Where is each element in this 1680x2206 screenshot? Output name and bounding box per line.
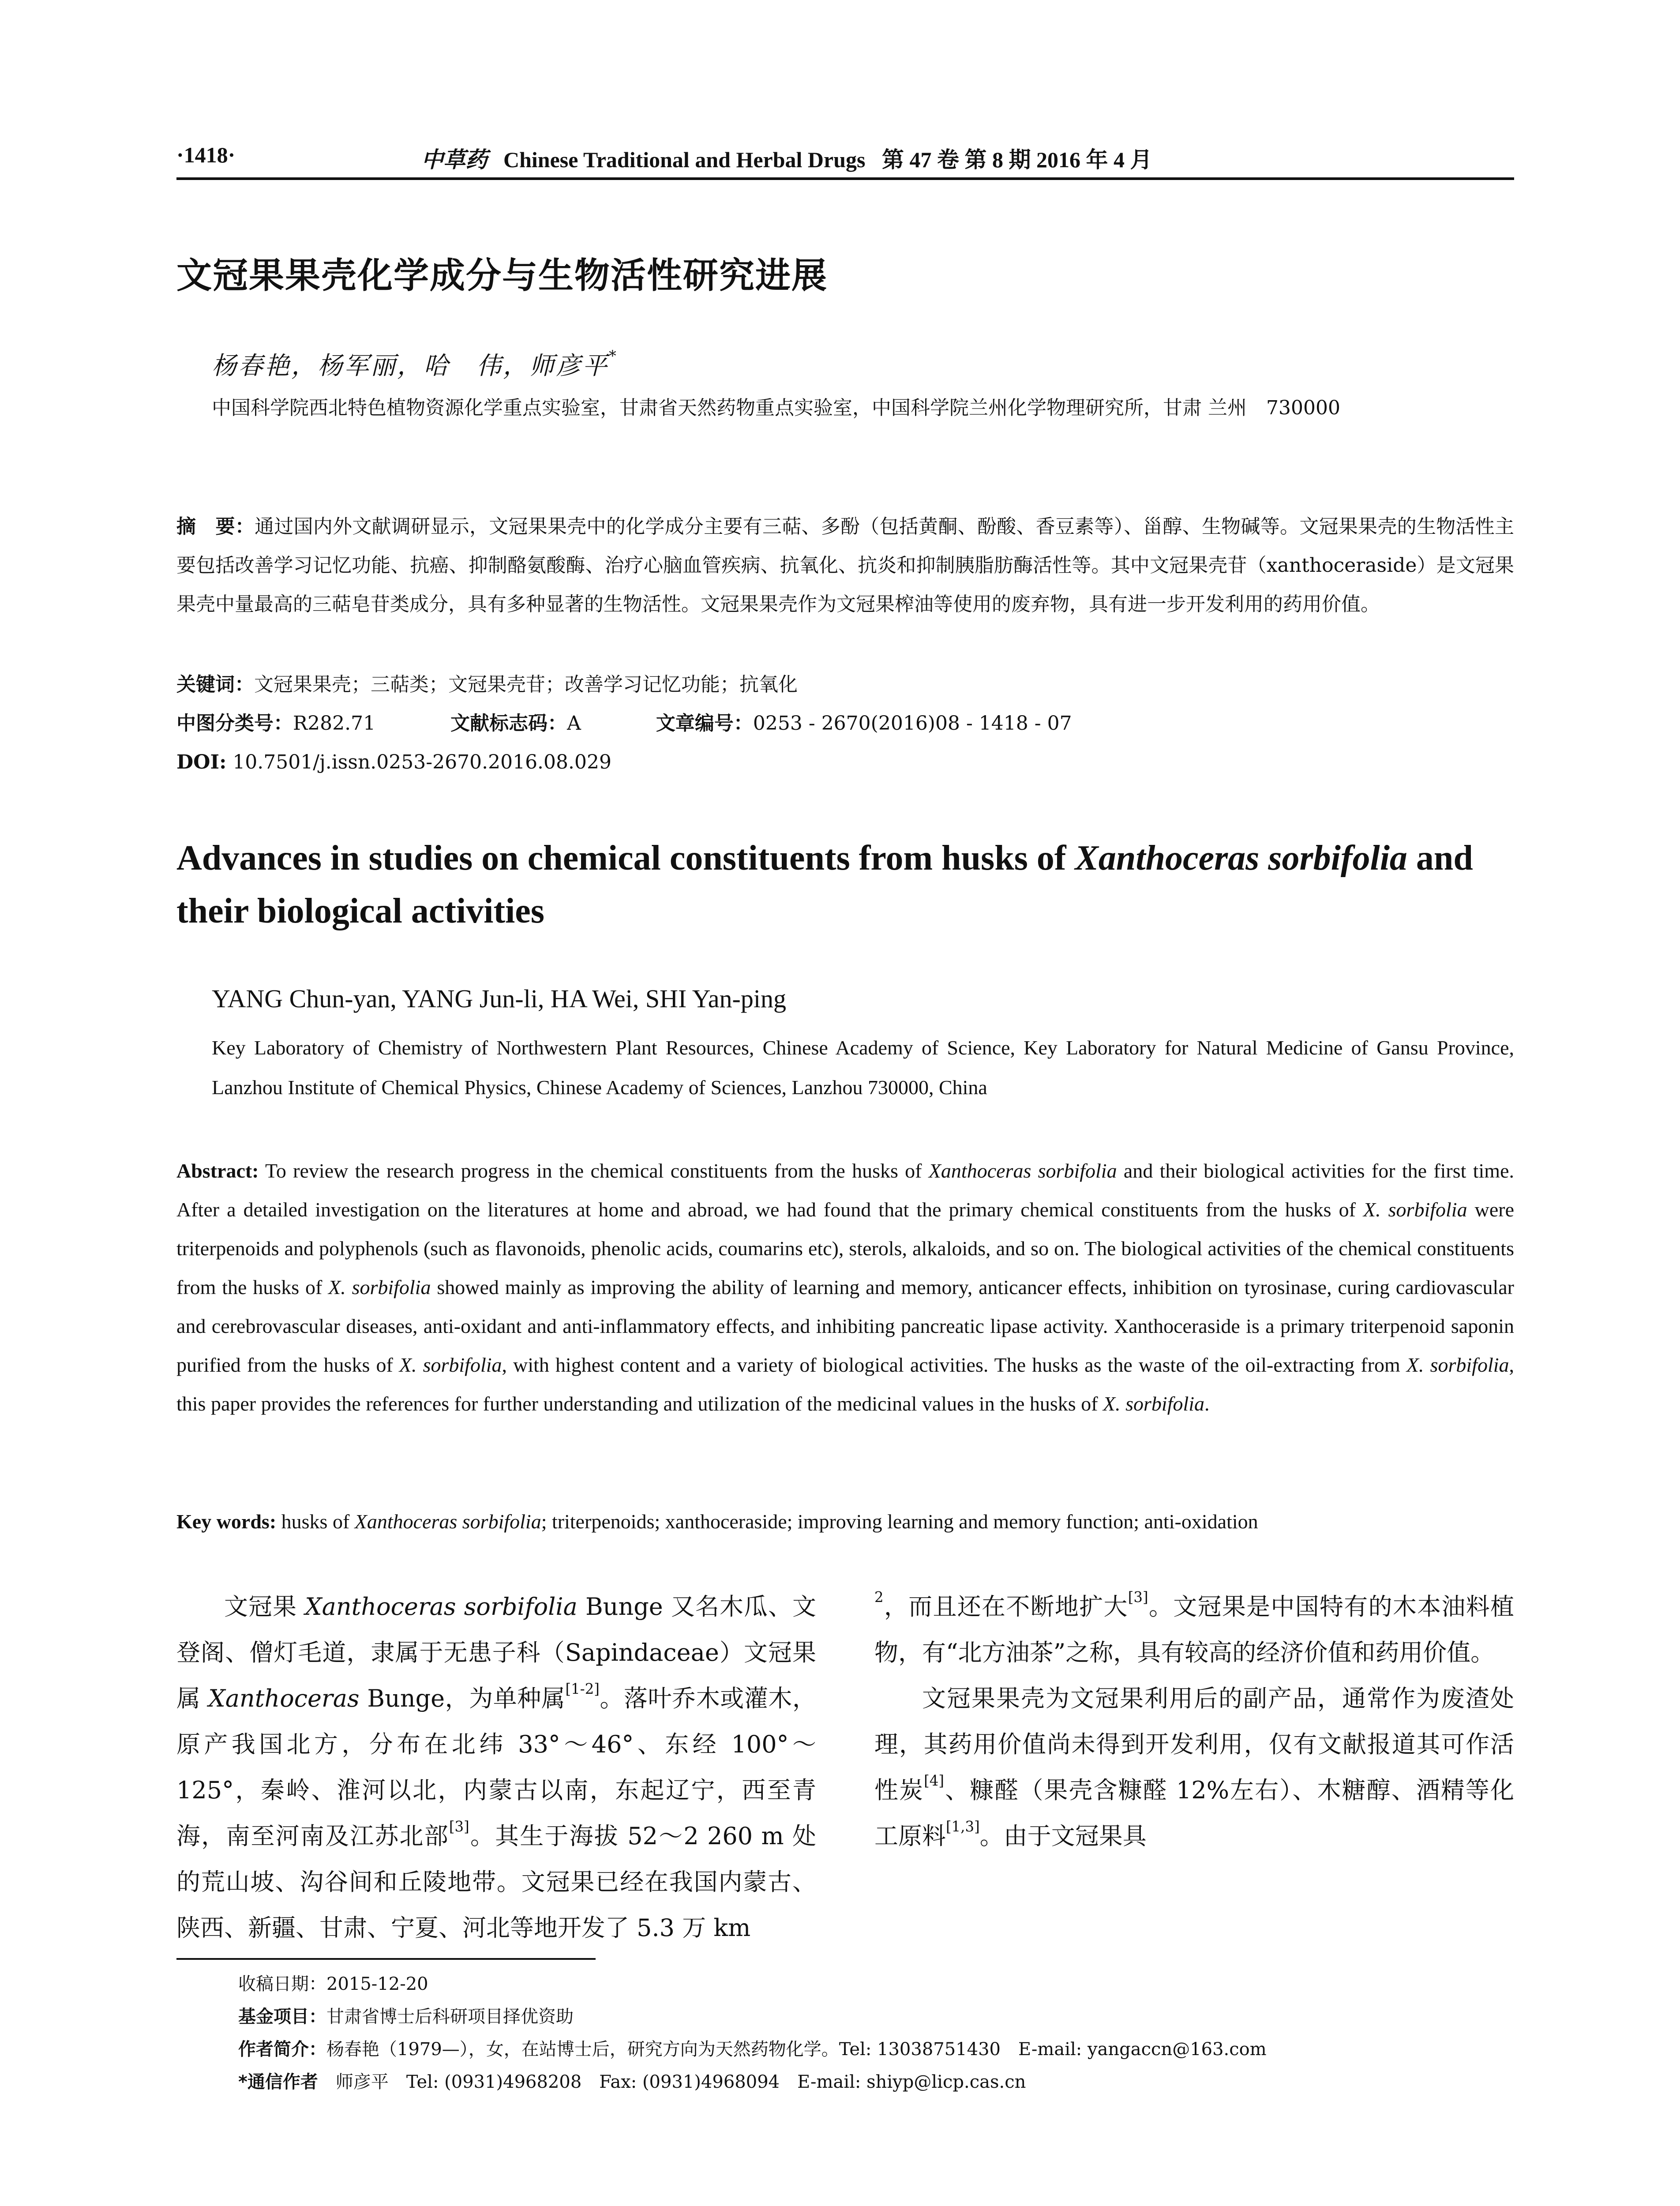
corresponding-star: * bbox=[609, 347, 618, 364]
footnote-corresponding bbox=[238, 2066, 1513, 2098]
species-name: X. sorbifolia bbox=[1103, 1392, 1205, 1415]
journal-logo-cn: 中草药 bbox=[421, 147, 488, 172]
abstract-en-text: , with highest content and a variety of biological activities. The husks as the waste of the oil-extracting from bbox=[502, 1354, 1406, 1376]
species-name: X. sorbifolia bbox=[328, 1276, 431, 1298]
body-text: 。其生于海拔 52～2 260 m 处的荒山坡、沟谷间和丘陵地带。文冠果已经在我国内蒙古、陕西、新疆、甘肃、宁夏、河北等地开发了 5.3 万 km bbox=[176, 1822, 817, 1942]
title-en bbox=[176, 832, 1514, 938]
affiliation-cn: 中国科学院西北特色植物资源化学重点实验室，甘肃省天然药物重点实验室，中国科学院兰州化学物理研究所，甘肃 兰州 730000 bbox=[212, 397, 1340, 419]
doc-code-label: 文献标志码： bbox=[450, 712, 567, 735]
clc-value: R282.71 bbox=[293, 712, 376, 735]
keywords-en-text: ; triterpenoids; xanthoceraside; improving learning and memory function; anti-oxidation bbox=[541, 1510, 1258, 1533]
footnote-corr-label: *通信作者 bbox=[238, 2072, 318, 2092]
body-paragraph-1-start bbox=[176, 1584, 816, 1951]
authors-cn bbox=[212, 346, 618, 382]
footnotes bbox=[238, 1968, 1513, 2098]
abstract-en-text: . bbox=[1204, 1392, 1210, 1415]
body-text: 、糠醛（果壳含糠醛 12%左右）、木糖醇、酒精等化工原料 bbox=[874, 1776, 1515, 1850]
abstract-cn-label: 摘 要： bbox=[176, 515, 255, 538]
body-text: 。文冠果是中国特有的木本油料植物，有“北方油茶”之称，具有较高的经济价值和药用价值。 bbox=[874, 1593, 1515, 1666]
keywords-cn-label: 关键词： bbox=[176, 673, 254, 696]
title-en-part2: and their biological activities bbox=[176, 839, 1473, 930]
title-en-part1: Advances in studies on chemical constituents from husks of bbox=[176, 839, 1075, 878]
footnote-received: 收稿日期：2015-12-20 bbox=[238, 1974, 428, 1994]
abstract-en-text: and their biological activities for the first time. After a detailed investigation on the literatures at home and abroad, we had found that the primary chemical constituents from the husks of bbox=[176, 1159, 1515, 1221]
article-no-value: 0253 - 2670(2016)08 - 1418 - 07 bbox=[753, 712, 1072, 735]
species-name: Xanthoceras sorbifolia bbox=[928, 1159, 1117, 1182]
genus-name: Xanthoceras bbox=[208, 1685, 360, 1712]
footnote-fund-text: 甘肃省博士后科研项目择优资助 bbox=[326, 2007, 574, 2027]
title-en-species: Xanthoceras sorbifolia bbox=[1075, 839, 1407, 878]
keywords-cn-text: 文冠果果壳；三萜类；文冠果壳苷；改善学习记忆功能；抗氧化 bbox=[254, 673, 798, 696]
body-text: 文冠果果壳为文冠果利用后的副产品，通常作为废渣处理，其药用价值尚未得到开发利用，仅有文献报道其可作活性炭 bbox=[874, 1685, 1514, 1804]
doi-value: 10.7501/j.issn.0253-2670.2016.08.029 bbox=[232, 751, 611, 773]
citation-ref: [3] bbox=[1128, 1588, 1148, 1606]
species-name: X. sorbifolia bbox=[399, 1354, 502, 1376]
citation-ref: [4] bbox=[924, 1772, 945, 1789]
header-rule bbox=[176, 177, 1514, 180]
authors-cn-names: 杨春艳，杨军丽，哈 伟，师彦平 bbox=[212, 352, 609, 380]
doi-label: DOI: bbox=[176, 751, 227, 773]
title-cn: 文冠果果壳化学成分与生物活性研究进展 bbox=[176, 255, 828, 296]
species-name: X. sorbifolia bbox=[1363, 1198, 1467, 1221]
species-name: X. sorbifolia bbox=[1406, 1354, 1509, 1376]
footnote-corr-text: 师彦平 Tel: (0931)4968208 Fax: (0931)4968094 E-mail: shiyp@licp.cas.cn bbox=[318, 2072, 1026, 2092]
keywords-en bbox=[176, 1502, 1514, 1541]
abstract-cn bbox=[176, 507, 1514, 624]
footnote-bio-label: 作者简介： bbox=[238, 2039, 326, 2060]
authors-en: YANG Chun-yan, YANG Jun-li, HA Wei, SHI Yan-ping bbox=[212, 984, 786, 1013]
footnote-bio-text: 杨春艳（1979—），女，在站博士后，研究方向为天然药物化学。Tel: 13038751430 E-mail: yangaccn@163.com bbox=[326, 2039, 1267, 2060]
doc-code-value: A bbox=[567, 712, 581, 735]
abstract-en bbox=[176, 1152, 1514, 1423]
abstract-en-label: Abstract: bbox=[176, 1159, 259, 1182]
clc-label: 中图分类号： bbox=[176, 712, 293, 735]
affiliation-en: Key Laboratory of Chemistry of Northwestern Plant Resources, Chinese Academy of Science, Key Laboratory for Natural Medicine of Gansu Province, Lanzhou Institute of Chemical Physics, Chinese Academy of Sciences, Lanzhou 730000, China bbox=[212, 1036, 1514, 1099]
footnote-author-bio bbox=[238, 2033, 1513, 2066]
abstract-en-text: To review the research progress in the chemical constituents from the husks of bbox=[259, 1159, 929, 1182]
body-text: 。落叶乔木或灌木，原产我国北方，分布在北纬 33°～46°、东经 100°～125°，秦岭、淮河以北，内蒙古以南，东起辽宁，西至青海，南至河南及江苏北部 bbox=[176, 1685, 816, 1850]
keywords-en-text: husks of bbox=[276, 1510, 355, 1533]
abstract-en-text: showed mainly as improving the ability of learning and memory, anticancer effects, inhibition on tyrosinase, curing cardiovascular and cerebrovascular diseases, anti-oxidant and anti-inflammatory effects, and inhibiting pancreatic lipase activity. Xanthoceraside is a primary triterpenoid saponin purified from the husks of bbox=[176, 1276, 1514, 1376]
classification-line bbox=[176, 704, 1514, 743]
abstract-cn-text: 通过国内外文献调研显示，文冠果果壳中的化学成分主要有三萜、多酚（包括黄酮、酚酸、香豆素等）、甾醇、生物碱等。文冠果果壳的生物活性主要包括改善学习记忆功能、抗癌、抑制酪氨酸酶、治疗心脑血管疾病、抗氧化、抗炎和抑制胰脂肪酶活性等。其中文冠果壳苷（xanthoceraside）是文冠果果壳中量最高的三萜皂苷类成分，具有多种显著的生物活性。文冠果果壳作为文冠果榨油等使用的废弃物，具有进一步开发利用的药用价值。 bbox=[176, 515, 1514, 615]
species-name: Xanthoceras sorbifolia bbox=[305, 1593, 578, 1621]
footnote-fund-label: 基金项目： bbox=[238, 2007, 326, 2027]
journal-header bbox=[421, 142, 1152, 174]
body-paragraph-2 bbox=[874, 1676, 1514, 1859]
footnote-rule bbox=[176, 1958, 596, 1960]
body-paragraph-1-end bbox=[874, 1584, 1514, 1676]
abstract-en-text: , this paper provides the references for further understanding and utilization of the medicinal values in the husks of bbox=[176, 1354, 1515, 1415]
body-text: Bunge，为单种属 bbox=[359, 1685, 566, 1712]
footnote-fund bbox=[238, 2000, 1513, 2033]
body-column-right bbox=[874, 1584, 1514, 1859]
citation-ref: [3] bbox=[449, 1818, 469, 1835]
keywords-cn bbox=[176, 665, 1514, 704]
abstract-en-text: were triterpenoids and polyphenols (such as flavonoids, phenolic acids, coumarins etc), sterols, alkaloids, and so on. The biological activities of the chemical constituents from the husks of bbox=[176, 1198, 1514, 1298]
body-column-left bbox=[176, 1584, 816, 1951]
page-number: ·1418· bbox=[176, 143, 236, 167]
body-text: 文冠果 bbox=[224, 1593, 305, 1621]
body-text: 。由于文冠果具 bbox=[979, 1822, 1147, 1850]
issue-info: 第 47 卷 第 8 期 2016 年 4 月 bbox=[881, 147, 1152, 172]
body-text: Bunge 又名木瓜、文登阁、僧灯毛道，隶属于无患子科（Sapindaceae）文冠果属 bbox=[176, 1593, 816, 1712]
journal-name-en: Chinese Traditional and Herbal Drugs bbox=[503, 147, 866, 172]
article-no-label: 文章编号： bbox=[656, 712, 753, 735]
body-text: ，而且还在不断地扩大 bbox=[883, 1593, 1128, 1621]
superscript: 2 bbox=[874, 1588, 884, 1606]
citation-ref: [1-2] bbox=[565, 1680, 600, 1697]
keywords-en-label: Key words: bbox=[176, 1510, 277, 1533]
citation-ref: [1,3] bbox=[946, 1818, 980, 1835]
species-name: Xanthoceras sorbifolia bbox=[354, 1510, 541, 1533]
doi-line bbox=[176, 743, 611, 782]
